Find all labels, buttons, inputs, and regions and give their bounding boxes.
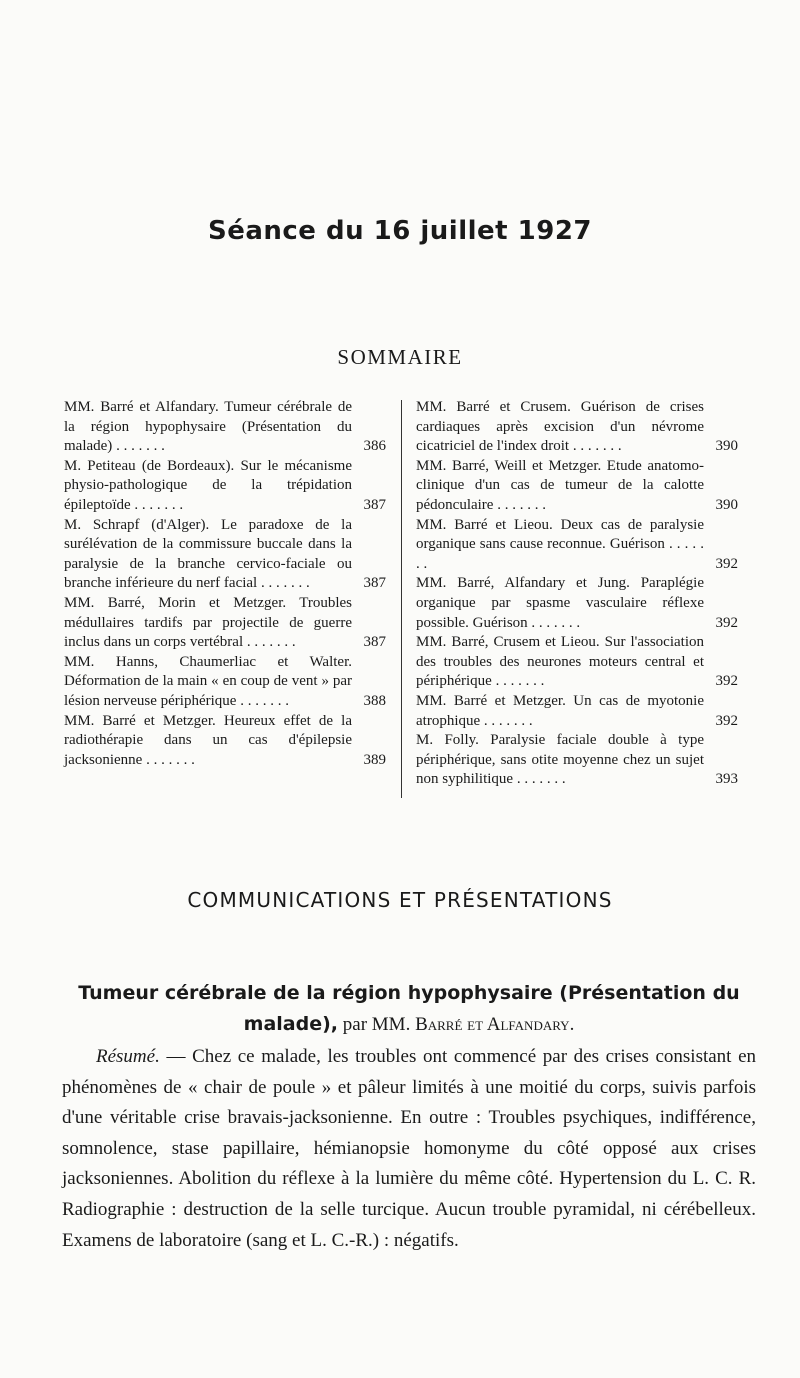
sommaire-page-number: 387 [363, 575, 386, 592]
sommaire-entry-text: MM. Barré, Weill et Metzger. Etude anatomo-clinique d'un cas de tumeur de la calotte pédonculaire [416, 457, 704, 513]
article-title-par: par [342, 1014, 368, 1035]
sommaire-entry [64, 398, 386, 457]
sommaire-entry-text: MM. Barré et Metzger. Heureux effet de la radiothérapie dans un cas d'épilepsie jacksonienne [64, 712, 352, 768]
sommaire-entry-text: MM. Barré, Morin et Metzger. Troubles médullaires tardifs par projectile de guerre inclus dans un corps vertébral [64, 594, 352, 651]
article-title [62, 978, 756, 1040]
article-resume [62, 1042, 756, 1256]
sommaire-page-number: 387 [363, 634, 386, 651]
article-title-text: Tumeur cérébrale de la région hypophysaire (Présentation du malade), [78, 982, 740, 1035]
dot-leader: . . . . . . . [236, 692, 289, 709]
resume-label: Résumé. [96, 1046, 160, 1067]
sommaire-entry [64, 594, 386, 653]
sommaire-entry-text: M. Schrapf (d'Alger). Le paradoxe de la surélévation de la commissure buccale dans la paralysie de la branche cervico-faciale ou branche inférieure du nerf facial [64, 516, 352, 592]
dot-leader: . . . . . . . [527, 614, 581, 631]
sommaire-entry [64, 457, 386, 516]
sommaire-entry [416, 457, 738, 516]
column-divider [401, 400, 402, 798]
sommaire-entry [64, 653, 386, 712]
sommaire-page-number: 390 [715, 438, 738, 455]
sommaire-page-number: 387 [363, 496, 386, 513]
dot-leader: . . . . . . . [569, 438, 622, 455]
sommaire-entry [416, 516, 738, 575]
sommaire-page-number: 392 [715, 555, 738, 572]
sommaire-page-number: 386 [363, 438, 386, 455]
sommaire-entry-text: MM. Barré, Crusem et Lieou. Sur l'association des troubles des neurones moteurs central et périphérique [416, 634, 704, 690]
sommaire-entry [416, 633, 738, 692]
sommaire-entry-text: MM. Barré et Alfandary. Tumeur cérébrale de la région hypophysaire (Présentation du malade) [64, 399, 352, 455]
sommaire-entry [416, 731, 738, 790]
dot-leader: . . . . . . . [480, 712, 533, 729]
sommaire-page-number: 390 [715, 496, 738, 513]
sommaire-entry [416, 574, 738, 633]
dot-leader: . . . . . . . [513, 771, 566, 788]
dot-leader: . . . . . . . [491, 673, 545, 690]
sommaire-page-number: 392 [715, 673, 738, 690]
sommaire-entry-text: MM. Barré et Metzger. Un cas de myotonie atrophique [416, 692, 704, 729]
dot-leader: . . . . . . . [243, 634, 296, 651]
dot-leader: . . . . . . . [416, 536, 705, 572]
sommaire-page-number: 388 [363, 692, 386, 709]
sommaire-entry-text: M. Folly. Paralysie faciale double à type périphérique, sans otite moyenne chez un sujet non syphilitique [416, 732, 704, 788]
sommaire-entry [64, 712, 386, 771]
sommaire-page-number: 392 [715, 614, 738, 631]
sommaire-left-column [64, 398, 386, 770]
sommaire-entry [64, 516, 386, 594]
dot-leader: . . . . . . . [493, 496, 546, 513]
sommaire-entry [416, 692, 738, 731]
sommaire-page-number: 392 [715, 712, 738, 729]
dot-leader: . . . . . . . [142, 751, 195, 768]
dot-leader: . . . . . . . [257, 575, 310, 592]
sommaire-entry-text: MM. Hanns, Chaumerliac et Walter. Déformation de la main « en coup de vent » par lésion nerveuse périphérique [64, 653, 352, 709]
sommaire-right-column [416, 398, 738, 790]
sommaire-page-number: 393 [715, 771, 738, 788]
dot-leader: . . . . . . . [130, 496, 184, 513]
resume-text: — Chez ce malade, les troubles ont commencé par des crises consistant en phénomènes de « chair de poule » et pâleur limités à une moitié du corps, suivis parfois d'une véritable crise bravais-jacksonienne. En outre : Troubles psychiques, indifférence, somnolence, stase papillaire, hémianopsie homonyme du côté opposé aux crises jacksoniennes. Abolition du réflexe à la lumière du même côté. Hypertension du L. C. R. Radiographie : destruction de la selle turcique. Aucun trouble pyramidal, ni cérébelleux. Examens de laboratoire (sang et L. C.-R.) : négatifs. [62, 1046, 757, 1251]
dot-leader: . . . . . . . [112, 438, 165, 455]
sommaire-entry-text: MM. Barré, Alfandary et Jung. Paraplégie organique par spasme vasculaire réflexe possible. Guérison [416, 575, 704, 631]
sommaire-heading: SOMMAIRE [337, 345, 463, 369]
sommaire-entry-text: MM. Barré et Lieou. Deux cas de paralysie organique sans cause reconnue. Guérison [416, 516, 704, 553]
article-authors: MM. Barré et Alfandary. [371, 1014, 575, 1035]
sommaire-entry-text: MM. Barré et Crusem. Guérison de crises cardiaques après excision d'un névrome cicatriciel de l'index droit [416, 399, 704, 455]
communications-heading: COMMUNICATIONS ET PRÉSENTATIONS [187, 888, 613, 912]
sommaire-page-number: 389 [363, 751, 386, 768]
sommaire-entry [416, 398, 738, 457]
sommaire-entry-text: M. Petiteau (de Bordeaux). Sur le mécanisme physio-pathologique de la trépidation épileptoïde [64, 457, 352, 513]
seance-title: Séance du 16 juillet 1927 [207, 216, 593, 246]
